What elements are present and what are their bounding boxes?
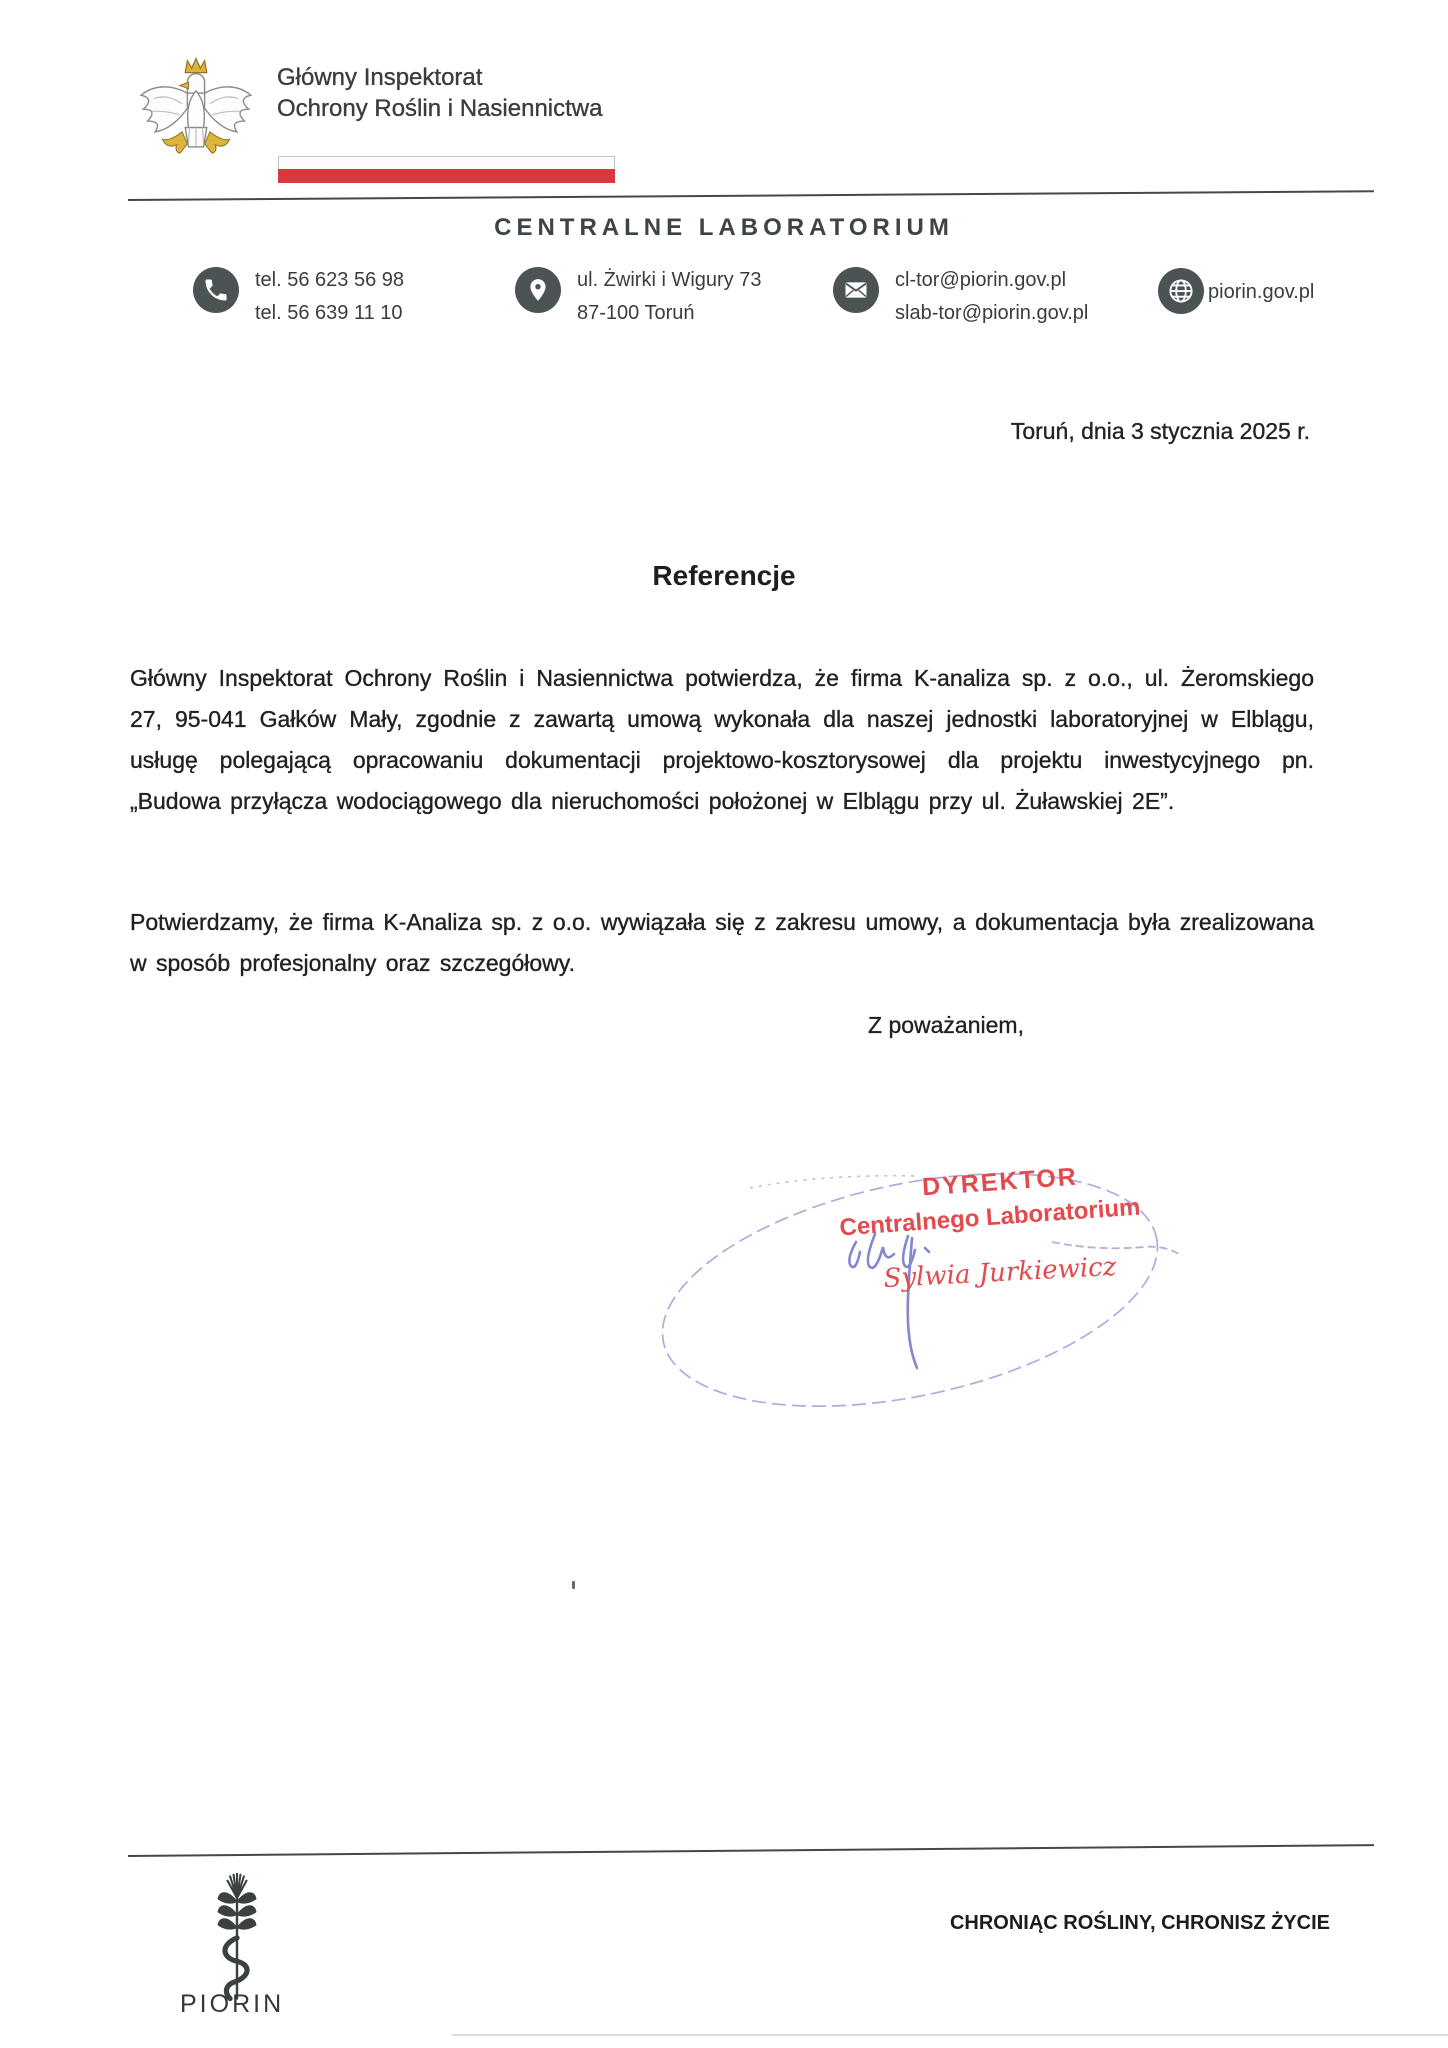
flag-stripe-white (278, 156, 615, 169)
header-rule (128, 190, 1374, 201)
closing: Z poważaniem, (868, 1012, 1024, 1038)
paragraph-1: Główny Inspektorat Ochrony Roślin i Nasiennictwa potwierdza, że firma K-analiza sp. z o.o., ul. Żeromskiego 27, 95-041 Gałków Mały, zgodnie z zawartą umową wykonała dla naszej jednostki laboratoryjnej w Elblągu, usługę polegającą opracowaniu dokumentacji projektowo-kosztorysowej dla projektu inwestycyjnego pn. „Budowa przyłącza wodociągowego dla nieruchomości położonej w Elblągu przy ul. Żuławskiej 2E”. (130, 665, 1314, 814)
globe-icon (1158, 268, 1204, 314)
email-icon (833, 267, 879, 313)
org-name-line2: Ochrony Roślin i Nasiennictwa (277, 95, 603, 122)
email-line-2: slab-tor@piorin.gov.pl (895, 302, 1089, 324)
phone-line-1: tel. 56 623 56 98 (255, 269, 405, 291)
flag-stripe (278, 156, 615, 183)
footer-rule (128, 1844, 1374, 1857)
coat-of-arms-eagle-icon (126, 50, 266, 190)
org-name (277, 62, 602, 124)
handwritten-signature (849, 1234, 929, 1368)
address-line-1: ul. Żwirki i Wigury 73 (577, 269, 762, 291)
contact-website (1158, 268, 1314, 314)
page-edge-line (452, 2034, 1448, 2036)
piorin-wheat-icon (198, 1872, 276, 2002)
contact-address (515, 262, 761, 330)
stamp-title: DYREKTOR (921, 1162, 1079, 1202)
location-icon (515, 267, 561, 313)
contact-email (833, 262, 1088, 330)
department-title: CENTRALNE LABORATORIUM (494, 214, 954, 241)
flag-stripe-red (278, 169, 615, 183)
phone-icon (193, 267, 239, 313)
stamp-subtitle: Centralnego Laboratorium (838, 1193, 1142, 1242)
footer-slogan: CHRONIĄC ROŚLINY, CHRONISZ ŻYCIE (949, 1912, 1330, 1934)
scan-artifact (572, 1581, 575, 1589)
stamp-name: Sylwia Jurkiewicz (882, 1251, 1118, 1295)
address-line-2: 87-100 Toruń (577, 302, 695, 324)
email-line-1: cl-tor@piorin.gov.pl (895, 269, 1067, 291)
org-name-line1: Główny Inspektorat (277, 64, 483, 91)
phone-line-2: tel. 56 639 11 10 (255, 302, 403, 324)
paragraph-2: Potwierdzamy, że firma K-Analiza sp. z o.o. wywiązała się z zakresu umowy, a dokumentacja była zrealizowana w sposób profesjonalny oraz szczegółowy. (130, 909, 1314, 976)
contact-phone (193, 262, 404, 330)
piorin-logo-text: PIORIN (180, 1990, 285, 2018)
letter-title: Referencje (652, 560, 796, 591)
website-text: piorin.gov.pl (1208, 281, 1315, 303)
dateline: Toruń, dnia 3 stycznia 2025 r. (1010, 418, 1310, 444)
